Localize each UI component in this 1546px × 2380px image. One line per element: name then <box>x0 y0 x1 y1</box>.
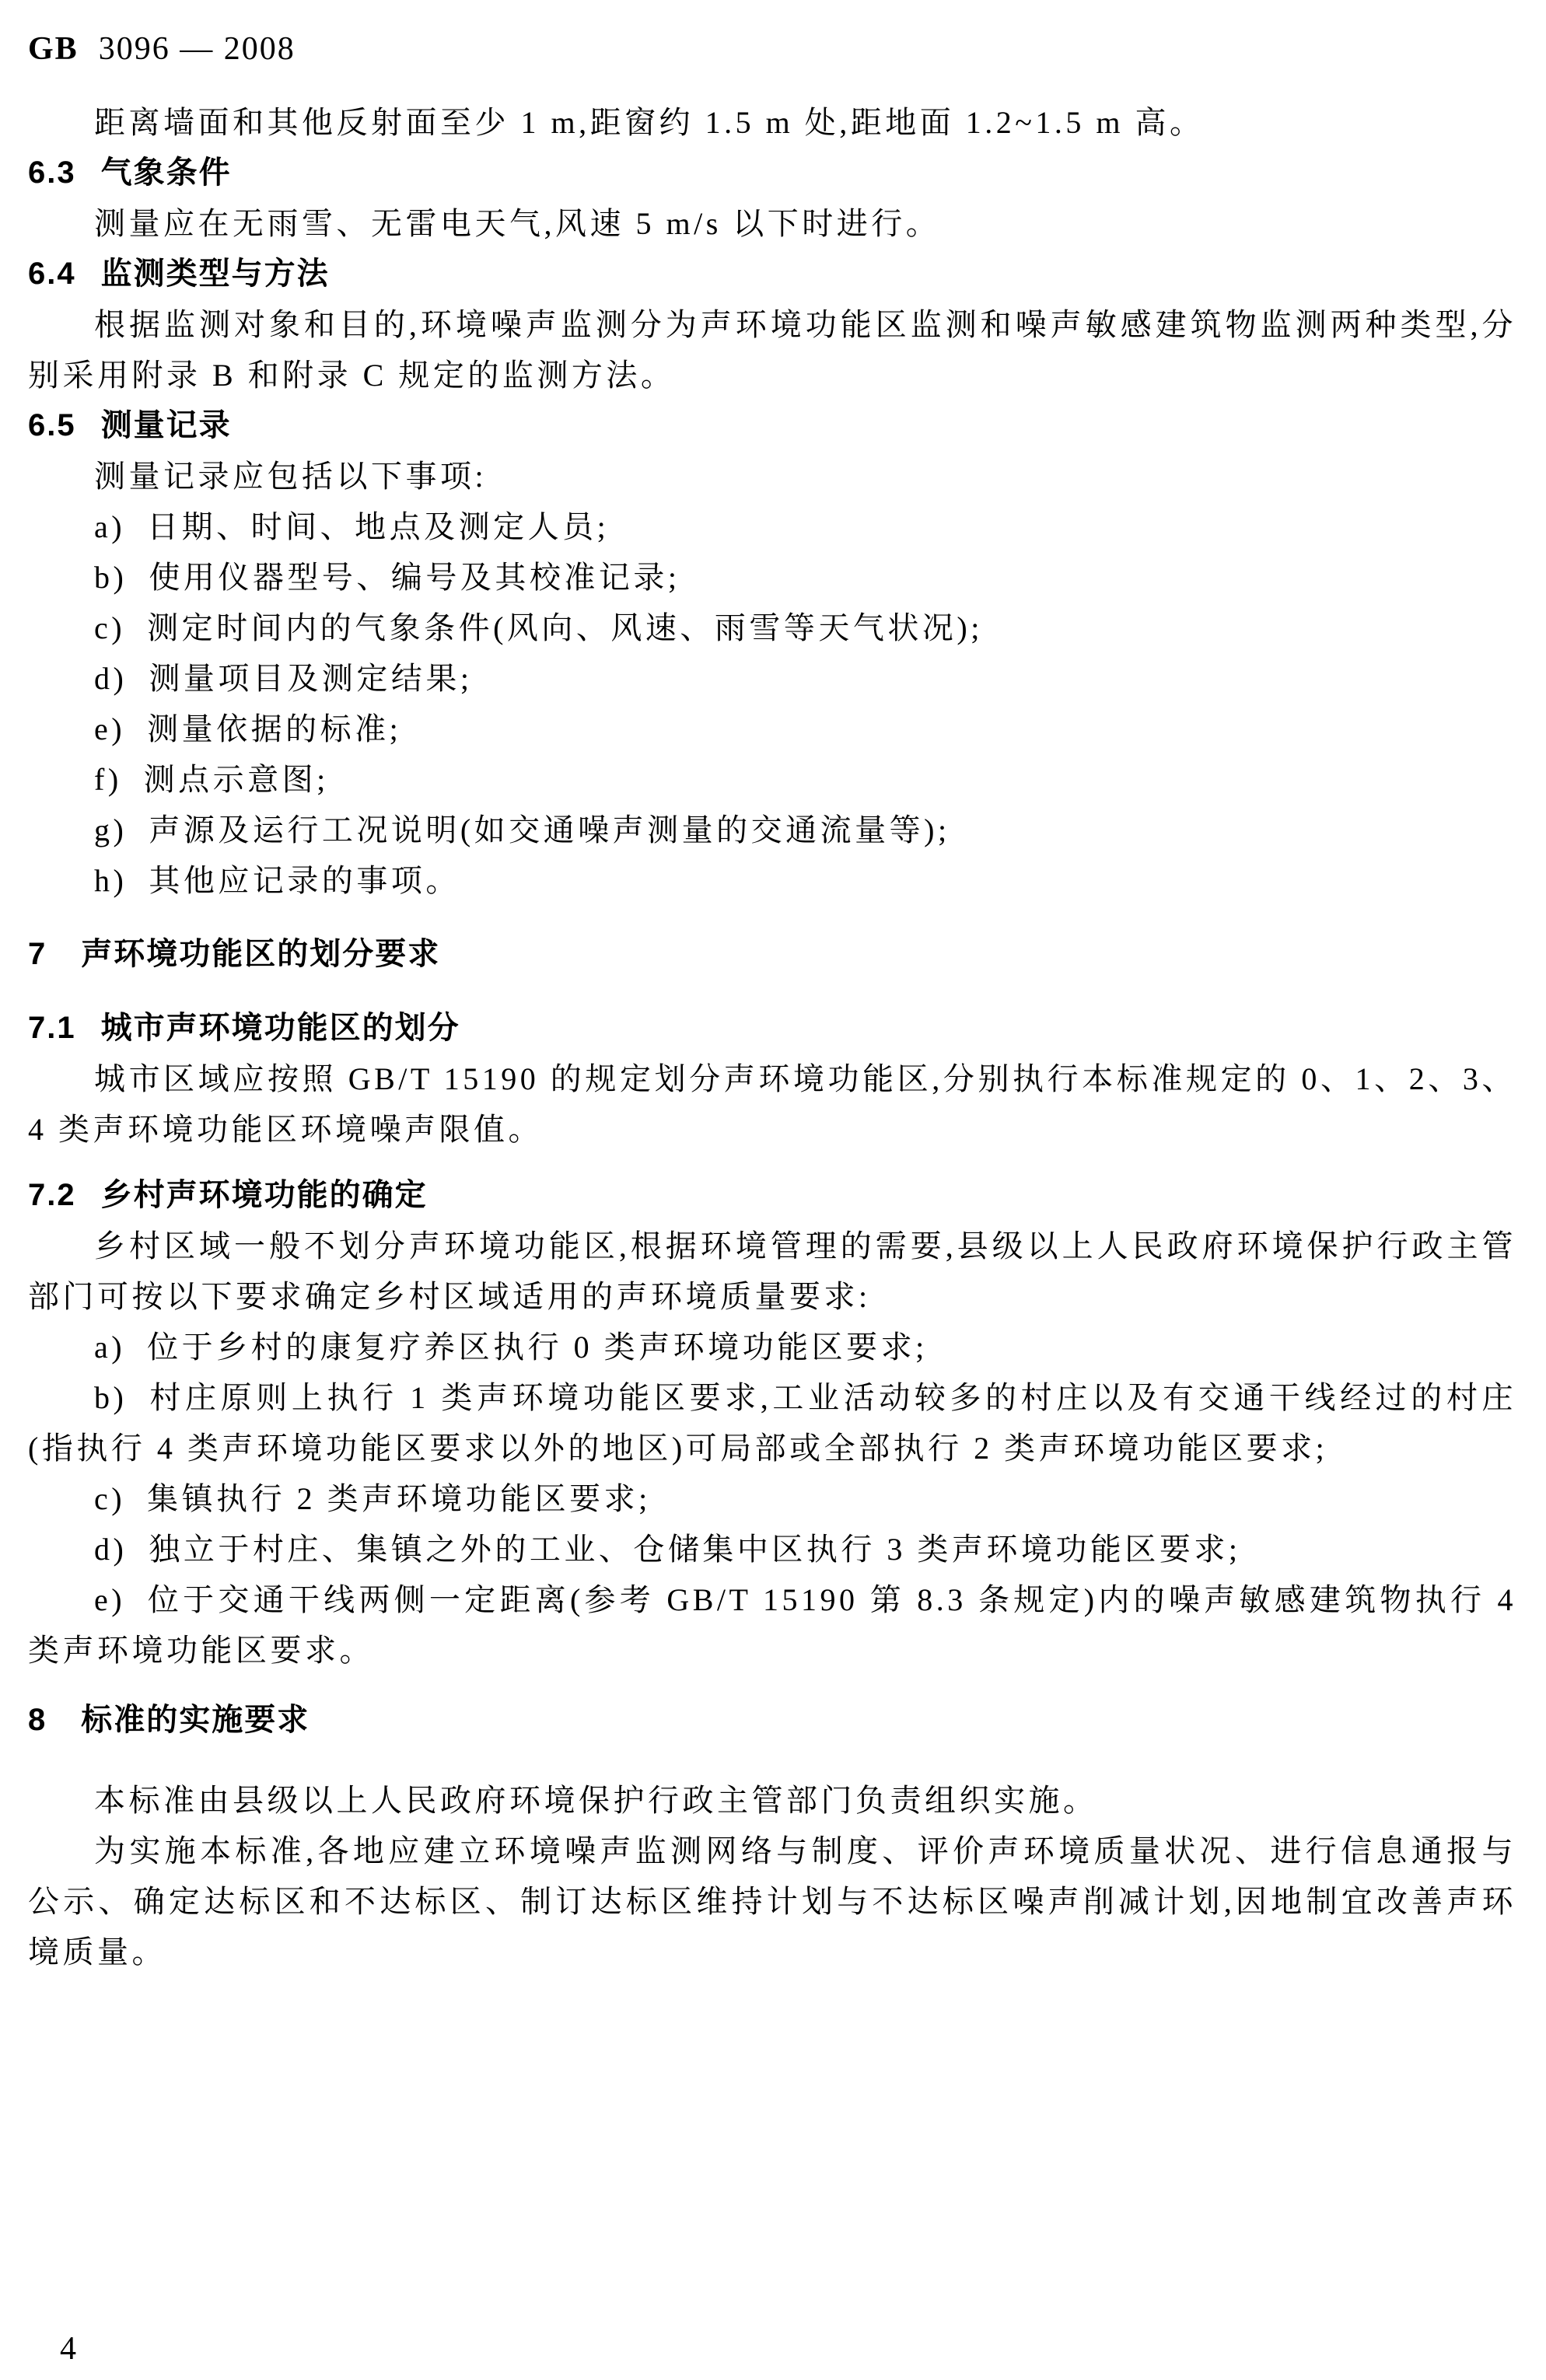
list-item <box>28 653 1516 704</box>
body-paragraph: 本标准由县级以上人民政府环境保护行政主管部门负责组织实施。 <box>94 1783 1098 1818</box>
document-body <box>28 97 1516 1977</box>
standard-code-number: 3096 — 2008 <box>98 31 296 67</box>
list-item-marker: c) <box>94 610 126 645</box>
heading-number: 6.5 <box>28 408 76 442</box>
heading-title: 监测类型与方法 <box>100 257 330 291</box>
list-item <box>28 805 1516 855</box>
list-item-text: 测点示意图; <box>143 762 329 797</box>
body-paragraph: 距离墙面和其他反射面至少 1 m,距窗约 1.5 m 处,距地面 1.2~1.5 m 高。 <box>94 105 1205 140</box>
body-paragraph: 测量应在无雨雪、无雷电天气,风速 5 m/s 以下时进行。 <box>94 206 941 241</box>
list-item-marker: e) <box>94 1582 126 1617</box>
list-item-marker: e) <box>94 711 126 746</box>
section-heading-6-3 <box>28 148 1516 198</box>
standard-code-label: GB <box>28 31 79 67</box>
section-heading-6-4 <box>28 249 1516 299</box>
list-item-text: 测定时间内的气象条件(风向、风速、雨雪等天气状况); <box>147 610 983 645</box>
list-item-text: 位于交通干线两侧一定距离(参考 GB/T 15190 第 8.3 条规定)内的噪声敏感建筑物执行 4 类声环境功能区要求。 <box>28 1582 1516 1668</box>
body-paragraph: 乡村区域一般不划分声环境功能区,根据环境管理的需要,县级以上人民政府环境保护行政主管部门可按以下要求确定乡村区域适用的声环境质量要求: <box>28 1228 1516 1314</box>
heading-title: 气象条件 <box>100 156 232 190</box>
list-item-text: 村庄原则上执行 1 类声环境功能区要求,工业活动较多的村庄以及有交通干线经过的村庄(指执行 4 类声环境功能区要求以外的地区)可局部或全部执行 2 类声环境功能区要求; <box>28 1380 1516 1466</box>
list-item <box>28 603 1516 653</box>
section-heading-7-2 <box>28 1170 1516 1221</box>
list-item-marker: f) <box>94 762 122 797</box>
list-item-text: 集镇执行 2 类声环境功能区要求; <box>147 1481 651 1516</box>
list-item-text: 测量依据的标准; <box>147 711 402 746</box>
body-paragraph: 城市区域应按照 GB/T 15190 的规定划分声环境功能区,分别执行本标准规定的 0、1、2、3、4 类声环境功能区环境噪声限值。 <box>28 1061 1516 1147</box>
list-item <box>28 502 1516 552</box>
list-item-marker: a) <box>94 509 126 544</box>
body-paragraph: 测量记录应包括以下事项: <box>94 459 488 494</box>
list-item-marker: g) <box>94 813 128 848</box>
heading-title: 标准的实施要求 <box>81 1703 310 1737</box>
list-item <box>28 1322 1516 1372</box>
list-item <box>28 1473 1516 1524</box>
list-item-text: 其他应记录的事项。 <box>149 863 460 898</box>
list-item <box>28 552 1516 603</box>
chapter-heading-7 <box>28 929 1516 980</box>
list-item <box>28 754 1516 805</box>
list-item-marker: a) <box>94 1330 126 1365</box>
heading-number: 8 <box>28 1703 47 1737</box>
heading-title: 测量记录 <box>100 408 232 442</box>
heading-title: 城市声环境功能区的划分 <box>100 1011 460 1045</box>
heading-title: 乡村声环境功能的确定 <box>100 1178 428 1212</box>
list-item <box>28 1372 1516 1473</box>
heading-number: 7.2 <box>28 1178 76 1212</box>
section-heading-6-5 <box>28 400 1516 451</box>
heading-number: 6.3 <box>28 156 76 190</box>
list-item-marker: h) <box>94 863 128 898</box>
list-item-marker: d) <box>94 661 128 696</box>
list-item <box>28 1574 1516 1676</box>
list-item <box>28 704 1516 754</box>
body-paragraph: 根据监测对象和目的,环境噪声监测分为声环境功能区监测和噪声敏感建筑物监测两种类型,分别采用附录 B 和附录 C 规定的监测方法。 <box>28 307 1516 393</box>
body-paragraph: 为实施本标准,各地应建立环境噪声监测网络与制度、评价声环境质量状况、进行信息通报与公示、确定达标区和不达标区、制订达标区维持计划与不达标区噪声削减计划,因地制宜改善声环境质量。 <box>28 1833 1516 1969</box>
list-item-text: 使用仪器型号、编号及其校准记录; <box>149 560 680 595</box>
list-item-text: 独立于村庄、集镇之外的工业、仓储集中区执行 3 类声环境功能区要求; <box>149 1532 1241 1567</box>
list-item-marker: b) <box>94 560 128 595</box>
heading-number: 6.4 <box>28 257 76 291</box>
chapter-heading-8 <box>28 1695 1516 1746</box>
section-heading-7-1 <box>28 1003 1516 1054</box>
list-item <box>28 1524 1516 1574</box>
list-item-marker: c) <box>94 1481 126 1516</box>
list-item-text: 位于乡村的康复疗养区执行 0 类声环境功能区要求; <box>147 1330 928 1365</box>
list-item-marker: b) <box>94 1380 128 1415</box>
list-item <box>28 855 1516 906</box>
standard-header <box>28 31 296 67</box>
heading-number: 7.1 <box>28 1011 76 1045</box>
list-item-text: 声源及运行工况说明(如交通噪声测量的交通流量等); <box>149 813 950 848</box>
heading-number: 7 <box>28 937 47 971</box>
page-number: 4 <box>60 2331 76 2367</box>
list-item-text: 日期、时间、地点及测定人员; <box>147 509 610 544</box>
list-item-marker: d) <box>94 1532 128 1567</box>
heading-title: 声环境功能区的划分要求 <box>81 937 441 971</box>
list-item-text: 测量项目及测定结果; <box>149 661 473 696</box>
